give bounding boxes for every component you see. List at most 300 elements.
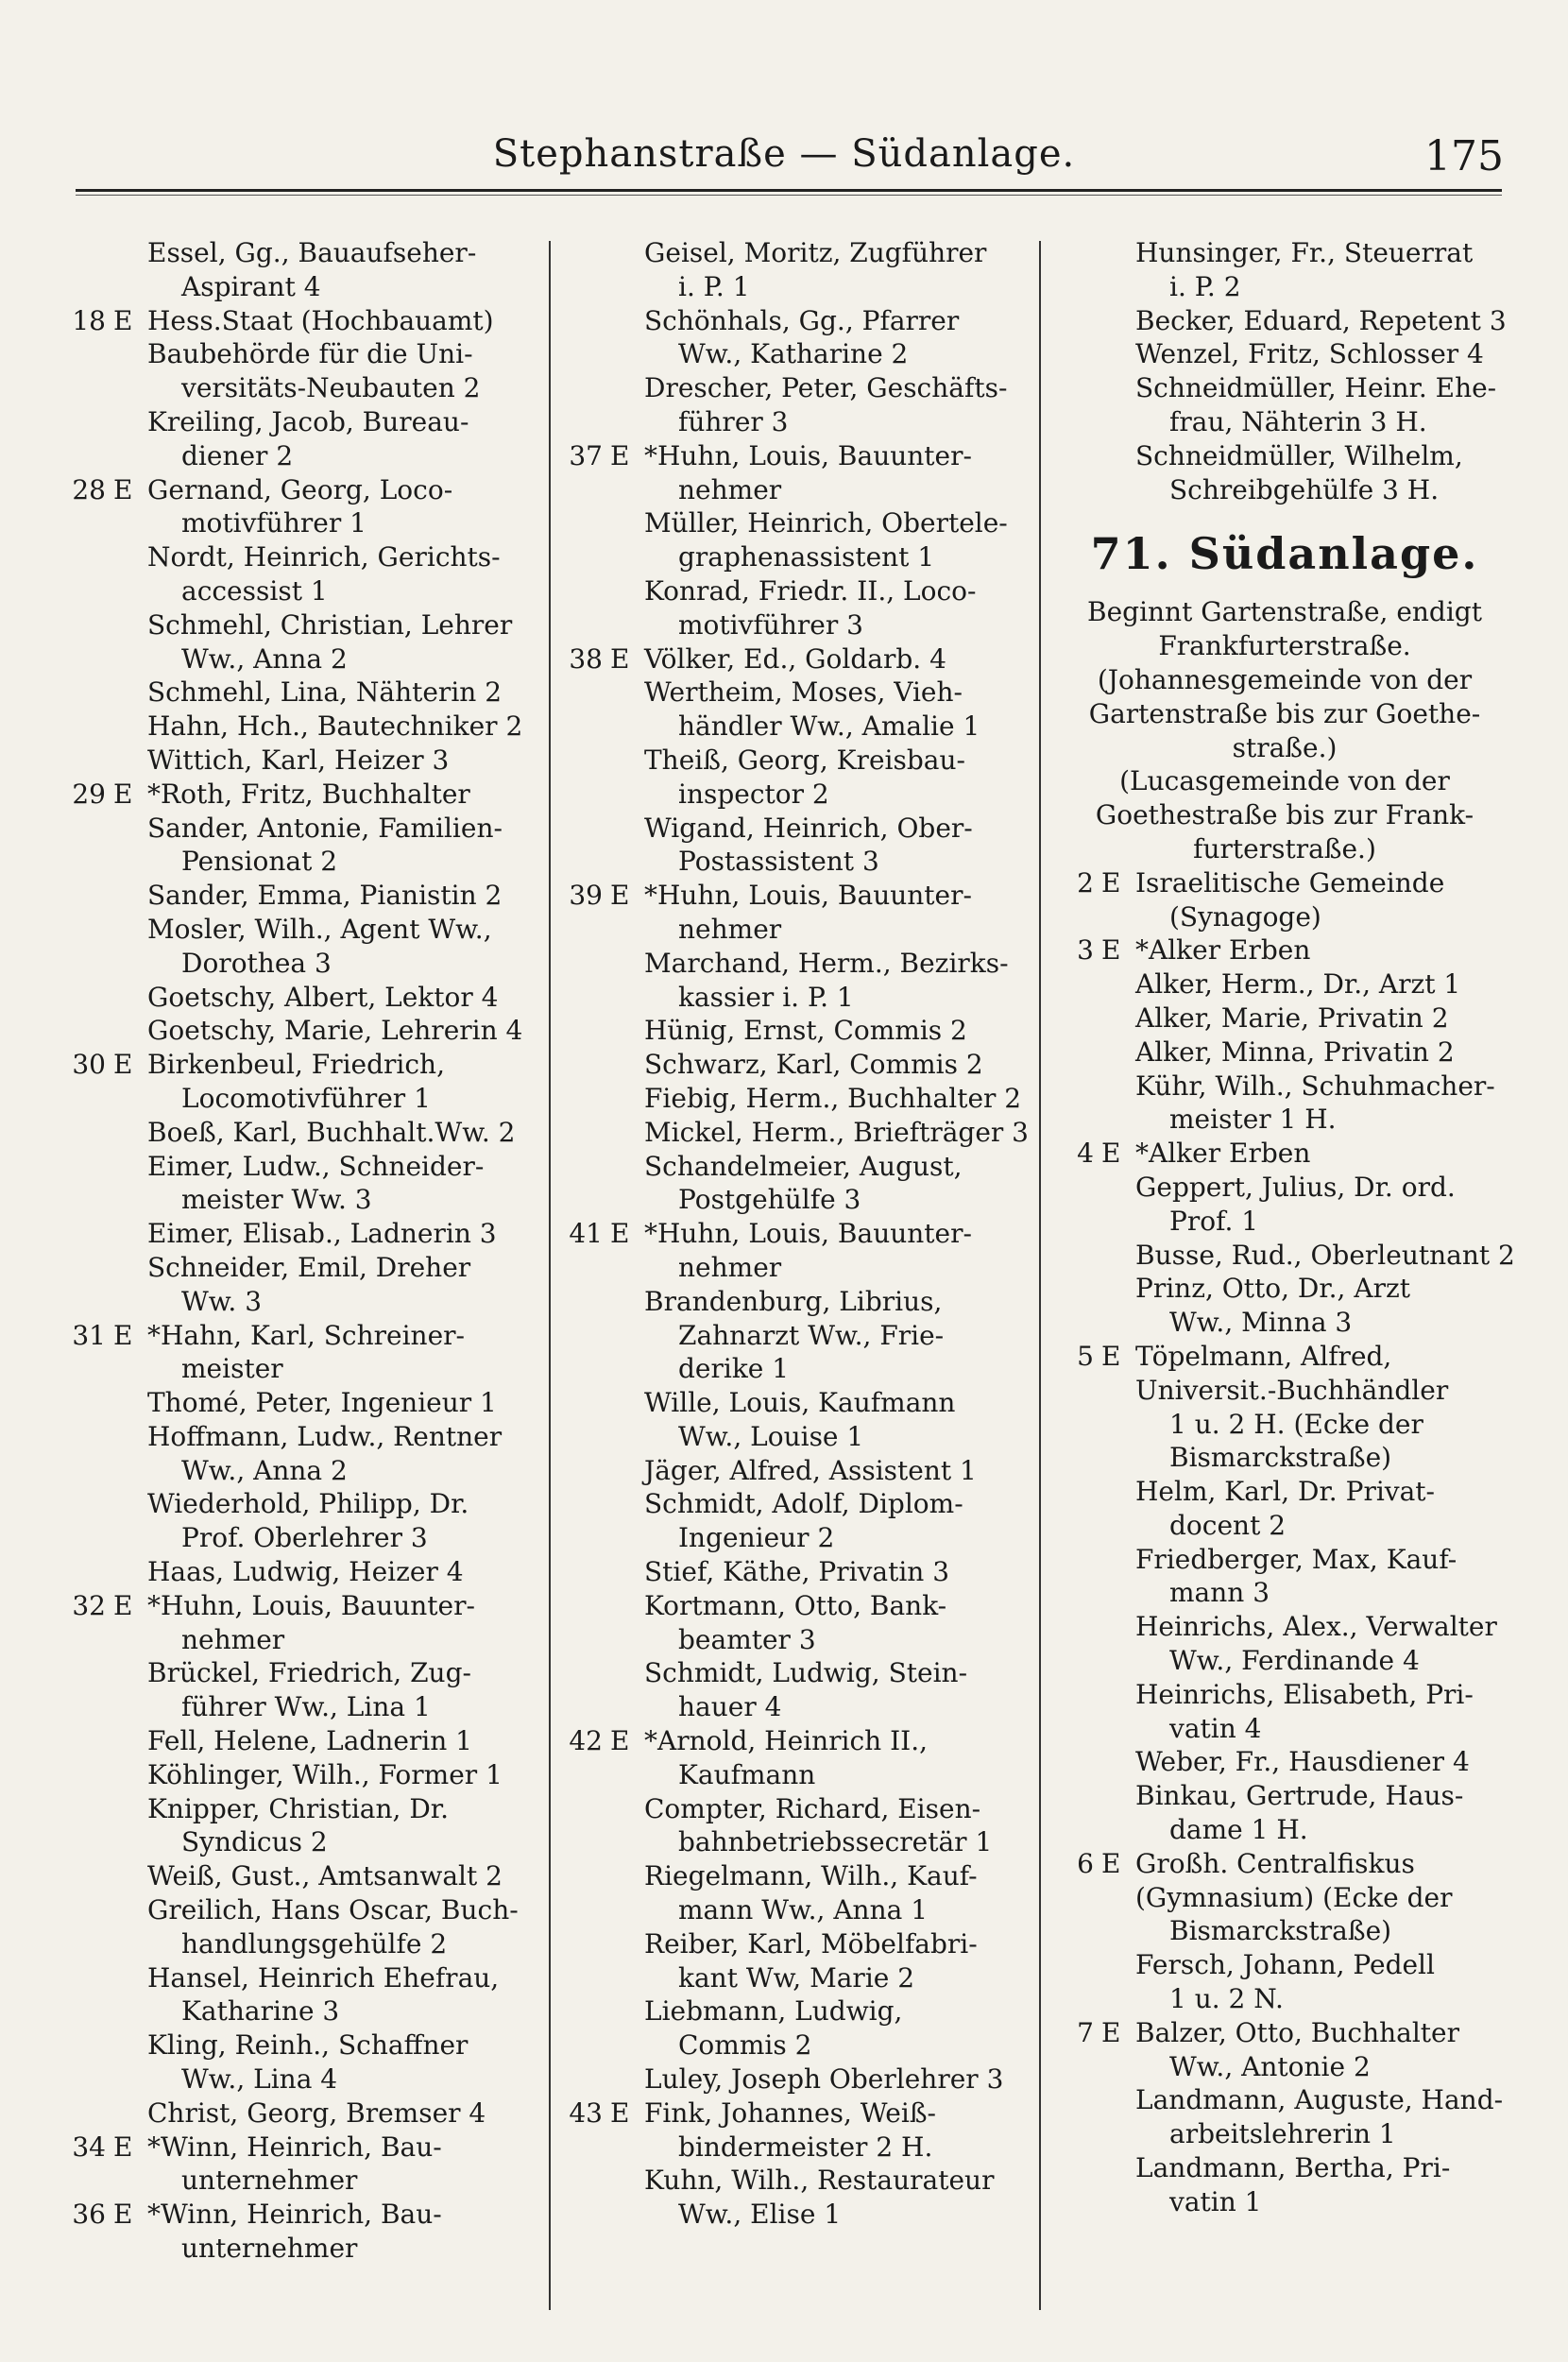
resident-entry — [57, 1454, 543, 1488]
resident-entry — [57, 1285, 543, 1319]
resident-entry — [557, 1961, 1034, 1995]
owner-mark: E — [610, 2097, 630, 2129]
resident-entry — [1048, 1070, 1521, 1104]
resident-entry — [57, 1555, 543, 1589]
entry-text: Busse, Rud., Oberleutnant 2 — [1135, 1239, 1515, 1271]
house-entry — [1048, 1847, 1521, 1881]
entry-text: Weber, Fr., Hausdiener 4 — [1135, 1746, 1470, 1778]
street-description-line: straße.) — [1232, 731, 1338, 763]
resident-entry — [557, 540, 1034, 574]
entry-text: Knipper, Christian, Dr. — [147, 1792, 449, 1824]
resident-entry — [557, 845, 1034, 879]
entry-text: Wenzel, Fritz, Schlosser 4 — [1135, 338, 1484, 370]
entry-text: Schmehl, Christian, Lehrer — [147, 608, 513, 641]
entry-text: Kuhn, Wilh., Restaurateur — [644, 2165, 995, 2197]
resident-entry — [57, 744, 543, 778]
entry-text: Weiß, Gust., Amtsanwalt 2 — [147, 1860, 503, 1892]
entry-text: derike 1 — [678, 1353, 790, 1385]
entry-text: Geppert, Julius, Dr. ord. — [1135, 1171, 1456, 1203]
entry-text: Baubehörde für die Uni- — [147, 338, 473, 370]
entry-text: nehmer — [678, 1251, 782, 1283]
resident-entry — [57, 236, 543, 270]
entry-text: Ww., Antonie 2 — [1169, 2050, 1371, 2082]
house-number: 32 — [72, 1589, 106, 1621]
house-entry — [557, 1217, 1034, 1251]
resident-entry — [557, 574, 1034, 608]
house-entry — [57, 1589, 543, 1623]
entry-text: i. P. 2 — [1169, 270, 1241, 302]
entry-text: arbeitslehrerin 1 — [1169, 2118, 1396, 2150]
entry-text: Ww., Katharine 2 — [678, 338, 909, 370]
resident-entry — [57, 1893, 543, 1927]
house-number: 7 — [1077, 2016, 1094, 2048]
entry-text: Landmann, Auguste, Hand- — [1135, 2084, 1504, 2116]
column-left — [57, 236, 543, 2315]
house-number: 31 — [72, 1319, 106, 1351]
street-description-line: (Johannesgemeinde von der — [1097, 663, 1473, 695]
entry-text: führer 3 — [678, 405, 789, 437]
resident-entry — [557, 473, 1034, 507]
entry-text: Theiß, Georg, Kreisbau- — [644, 744, 965, 776]
resident-entry — [1048, 1239, 1521, 1273]
house-entry — [557, 642, 1034, 676]
resident-entry — [57, 574, 543, 608]
owner-mark: E — [1101, 866, 1121, 899]
entry-text: Sander, Emma, Pianistin 2 — [147, 880, 503, 912]
resident-entry — [57, 642, 543, 676]
resident-entry — [1048, 1036, 1521, 1070]
owner-mark: E — [1101, 2016, 1121, 2048]
house-entry — [57, 473, 543, 507]
entry-text: vatin 4 — [1169, 1712, 1262, 1744]
resident-entry — [57, 1420, 543, 1454]
house-number: 5 — [1077, 1340, 1094, 1372]
entry-text: Reiber, Karl, Möbelfabri- — [644, 1927, 978, 1960]
entry-text: (Synagoge) — [1169, 900, 1321, 933]
resident-entry — [57, 506, 543, 540]
entry-text: Gernand, Georg, Loco- — [147, 473, 453, 505]
resident-entry — [1048, 1982, 1521, 2016]
resident-entry — [1048, 2050, 1521, 2084]
entry-text: Fiebig, Herm., Buchhalter 2 — [644, 1082, 1022, 1114]
entry-text: führer Ww., Lina 1 — [181, 1691, 431, 1723]
resident-entry — [557, 506, 1034, 540]
entry-text: Müller, Heinrich, Obertele- — [644, 507, 1008, 539]
resident-entry — [57, 2097, 543, 2131]
entry-text: Fell, Helene, Ladnerin 1 — [147, 1725, 472, 1757]
resident-entry — [557, 913, 1034, 947]
entry-text: Balzer, Otto, Buchhalter — [1135, 2016, 1459, 2048]
entry-text: Luley, Joseph Oberlehrer 3 — [644, 2063, 1004, 2096]
entry-text: *Winn, Heinrich, Bau- — [147, 2131, 442, 2163]
house-number: 37 — [569, 439, 603, 471]
owner-mark: E — [113, 304, 133, 336]
resident-entry — [557, 676, 1034, 710]
entry-text: Goetschy, Albert, Lektor 4 — [147, 981, 499, 1013]
entry-text: beamter 3 — [678, 1623, 816, 1655]
column-divider — [549, 241, 551, 2310]
entry-text: Greilich, Hans Oscar, Buch- — [147, 1894, 519, 1926]
resident-entry — [57, 540, 543, 574]
entry-text: Schönhals, Gg., Pfarrer — [644, 304, 960, 336]
resident-entry — [557, 812, 1034, 846]
entry-text: Ww., Elise 1 — [678, 2199, 842, 2231]
entry-text: Töpelmann, Alfred, — [1135, 1340, 1392, 1372]
house-number: 36 — [72, 2199, 106, 2231]
resident-entry — [1048, 1948, 1521, 1982]
house-entry — [557, 2097, 1034, 2131]
house-entry — [1048, 1137, 1521, 1171]
resident-entry — [557, 304, 1034, 338]
page-number: 175 — [1424, 132, 1504, 180]
resident-entry — [1048, 1678, 1521, 1712]
house-number: 34 — [72, 2131, 106, 2163]
entry-text: Fink, Johannes, Weiß- — [644, 2097, 936, 2129]
entry-text: accessist 1 — [181, 574, 328, 607]
entry-text: Drescher, Peter, Geschäfts- — [644, 372, 1008, 404]
resident-entry — [557, 2198, 1034, 2232]
entry-text: Bismarckstraße) — [1169, 1442, 1392, 1474]
owner-mark: E — [1101, 1138, 1121, 1170]
resident-entry — [557, 1454, 1034, 1488]
resident-entry — [1048, 1779, 1521, 1813]
running-header: Stephanstraße — Südanlage. — [492, 132, 1076, 176]
entry-text: Helm, Karl, Dr. Privat- — [1135, 1476, 1436, 1508]
entry-text: Boeß, Karl, Buchhalt.Ww. 2 — [147, 1116, 516, 1148]
owner-mark: E — [610, 1218, 630, 1250]
entry-text: Ww., Ferdinande 4 — [1169, 1645, 1420, 1677]
resident-entry — [557, 270, 1034, 304]
entry-text: Universit.-Buchhändler — [1135, 1374, 1449, 1406]
entry-text: Hoffmann, Ludw., Rentner — [147, 1420, 503, 1452]
entry-text: Konrad, Friedr. II., Loco- — [644, 574, 977, 607]
entry-text: Aspirant 4 — [181, 270, 321, 302]
house-number: 38 — [569, 642, 603, 675]
entry-text: motivführer 1 — [181, 507, 366, 539]
resident-entry — [557, 1555, 1034, 1589]
resident-entry — [1048, 1644, 1521, 1678]
entry-text: *Roth, Fritz, Buchhalter — [147, 778, 470, 810]
street-description-line: Beginnt Gartenstraße, endigt — [1087, 596, 1482, 628]
entry-text: Kreiling, Jacob, Bureau- — [147, 405, 469, 437]
resident-entry — [1048, 1374, 1521, 1408]
resident-entry — [57, 1386, 543, 1420]
resident-entry — [57, 1758, 543, 1792]
resident-entry — [1048, 2185, 1521, 2219]
resident-entry — [57, 1521, 543, 1555]
resident-entry — [57, 1961, 543, 1995]
resident-entry — [557, 405, 1034, 439]
entry-text: Riegelmann, Wilh., Kauf- — [644, 1860, 978, 1892]
entry-text: Heinrichs, Alex., Verwalter — [1135, 1611, 1497, 1643]
resident-entry — [557, 1082, 1034, 1116]
resident-entry — [57, 2232, 543, 2266]
entry-text: Haas, Ludwig, Heizer 4 — [147, 1556, 464, 1588]
house-number: 43 — [569, 2097, 603, 2129]
owner-mark: E — [113, 1049, 133, 1081]
entry-text: Christ, Georg, Bremser 4 — [147, 2097, 486, 2129]
owner-mark: E — [610, 880, 630, 912]
entry-text: Locomotivführer 1 — [181, 1082, 431, 1114]
entry-text: unternehmer — [181, 2165, 358, 2197]
owner-mark: E — [1101, 1340, 1121, 1372]
entry-text: Köhlinger, Wilh., Former 1 — [147, 1758, 503, 1790]
resident-entry — [557, 1927, 1034, 1961]
entry-text: Stief, Käthe, Privatin 3 — [644, 1556, 950, 1588]
entry-text: Hess.Staat (Hochbauamt) — [147, 304, 494, 336]
resident-entry — [57, 1217, 543, 1251]
resident-entry — [57, 1251, 543, 1285]
entry-text: *Alker Erben — [1135, 934, 1311, 967]
owner-mark: E — [610, 439, 630, 471]
entry-text: nehmer — [678, 913, 782, 945]
entry-text: Essel, Gg., Bauaufseher- — [147, 237, 477, 268]
street-heading: 71. Südanlage. — [1090, 528, 1479, 580]
resident-entry — [57, 1116, 543, 1150]
resident-entry — [1048, 1103, 1521, 1137]
resident-entry — [57, 1352, 543, 1386]
resident-entry — [1048, 1610, 1521, 1644]
resident-entry — [1048, 1543, 1521, 1577]
resident-entry — [57, 371, 543, 405]
resident-entry — [557, 1758, 1034, 1792]
resident-entry — [557, 2028, 1034, 2062]
entry-text: Völker, Ed., Goldarb. 4 — [644, 642, 946, 675]
entry-text: *Alker Erben — [1135, 1138, 1311, 1170]
resident-entry — [557, 1521, 1034, 1555]
house-entry — [557, 439, 1034, 473]
resident-entry — [557, 608, 1034, 642]
owner-mark: E — [113, 473, 133, 505]
resident-entry — [557, 1859, 1034, 1893]
entry-text: Nordt, Heinrich, Gerichts- — [147, 541, 501, 573]
entry-text: Postgehülfe 3 — [678, 1184, 861, 1216]
entry-text: Ingenieur 2 — [678, 1522, 835, 1554]
entry-text: Schneidmüller, Wilhelm, — [1135, 439, 1463, 471]
resident-entry — [57, 1014, 543, 1048]
entry-text: meister 1 H. — [1169, 1104, 1337, 1136]
resident-entry — [57, 2028, 543, 2062]
entry-text: Wittich, Karl, Heizer 3 — [147, 744, 450, 776]
house-number: 28 — [72, 473, 106, 505]
resident-entry — [57, 913, 543, 947]
entry-text: diener 2 — [181, 439, 294, 471]
resident-entry — [57, 1724, 543, 1758]
resident-entry — [557, 1994, 1034, 2028]
resident-entry — [57, 1082, 543, 1116]
resident-entry — [57, 812, 543, 846]
resident-entry — [1048, 439, 1521, 473]
resident-entry — [1048, 900, 1521, 934]
entry-text: Becker, Eduard, Repetent 3 — [1135, 304, 1507, 336]
resident-entry — [557, 1487, 1034, 1521]
entry-text: Goetschy, Marie, Lehrerin 4 — [147, 1015, 523, 1047]
entry-text: *Huhn, Louis, Bauunter- — [644, 439, 972, 471]
owner-mark: E — [610, 1725, 630, 1757]
entry-text: Alker, Herm., Dr., Arzt 1 — [1135, 968, 1461, 1001]
resident-entry — [557, 1251, 1034, 1285]
entry-text: Brückel, Friedrich, Zug- — [147, 1657, 471, 1689]
entry-text: Schneidmüller, Heinr. Ehe- — [1135, 372, 1497, 404]
entry-text: Kaufmann — [678, 1758, 816, 1790]
entry-text: *Hahn, Karl, Schreiner- — [147, 1319, 465, 1351]
entry-text: *Winn, Heinrich, Bau- — [147, 2199, 442, 2231]
house-entry — [57, 1319, 543, 1353]
resident-entry — [1048, 1914, 1521, 1948]
house-entry — [57, 778, 543, 812]
owner-mark: E — [113, 778, 133, 810]
resident-entry — [57, 1150, 543, 1184]
entry-text: Hünig, Ernst, Commis 2 — [644, 1015, 967, 1047]
resident-entry — [57, 1859, 543, 1893]
entry-text: Zahnarzt Ww., Frie- — [678, 1319, 945, 1351]
entry-text: unternehmer — [181, 2233, 358, 2265]
street-description-line: Goethestraße bis zur Frank- — [1095, 799, 1474, 831]
resident-entry — [1048, 270, 1521, 304]
house-entry — [57, 1048, 543, 1082]
resident-entry — [1048, 1813, 1521, 1847]
entry-text: Hunsinger, Fr., Steuerrat — [1135, 237, 1474, 268]
resident-entry — [57, 1825, 543, 1859]
resident-entry — [57, 1487, 543, 1521]
resident-entry — [1048, 1171, 1521, 1205]
entry-text: Schreibgehülfe 3 H. — [1169, 473, 1440, 505]
entry-text: Commis 2 — [678, 2029, 812, 2062]
entry-text: Schneider, Emil, Dreher — [147, 1251, 471, 1283]
house-number: 30 — [72, 1049, 106, 1081]
entry-text: i. P. 1 — [678, 270, 750, 302]
resident-entry — [557, 947, 1034, 981]
entry-text: Birkenbeul, Friedrich, — [147, 1049, 445, 1081]
owner-mark: E — [113, 1319, 133, 1351]
resident-entry — [557, 1150, 1034, 1184]
entry-text: Mickel, Herm., Briefträger 3 — [644, 1116, 1029, 1148]
resident-entry — [557, 1893, 1034, 1927]
house-entry — [1048, 2016, 1521, 2050]
resident-entry — [1048, 236, 1521, 270]
resident-entry — [557, 1792, 1034, 1826]
resident-entry — [1048, 371, 1521, 405]
entry-text: Prof. 1 — [1169, 1205, 1259, 1237]
street-description-line: (Lucasgemeinde von der — [1119, 765, 1450, 797]
entry-text: Hansel, Heinrich Ehefrau, — [147, 1961, 500, 1994]
house-entry — [1048, 933, 1521, 967]
entry-text: mann 3 — [1169, 1577, 1270, 1609]
header-rule — [76, 189, 1502, 196]
resident-entry — [57, 337, 543, 371]
entry-text: Hahn, Hch., Bautechniker 2 — [147, 710, 523, 743]
entry-text: motivführer 3 — [678, 608, 863, 641]
entry-text: Syndicus 2 — [181, 1826, 328, 1858]
resident-entry — [557, 1319, 1034, 1353]
resident-entry — [557, 236, 1034, 270]
resident-entry — [557, 1386, 1034, 1420]
resident-entry — [57, 981, 543, 1015]
entry-text: versitäts-Neubauten 2 — [181, 372, 481, 404]
resident-entry — [1048, 1475, 1521, 1509]
house-number: 42 — [569, 1725, 603, 1757]
owner-mark: E — [113, 2131, 133, 2163]
entry-text: Jäger, Alfred, Assistent 1 — [644, 1454, 977, 1486]
resident-entry — [557, 1116, 1034, 1150]
house-number: 29 — [72, 778, 106, 810]
resident-entry — [557, 337, 1034, 371]
entry-text: mann Ww., Anna 1 — [678, 1894, 929, 1926]
entry-text: Schmidt, Ludwig, Stein- — [644, 1657, 968, 1689]
entry-text: Kühr, Wilh., Schuhmacher- — [1135, 1070, 1495, 1102]
entry-text: Kling, Reinh., Schaffner — [147, 2029, 469, 2062]
entry-text: Schmidt, Adolf, Diplom- — [644, 1488, 963, 1520]
entry-text: Eimer, Elisab., Ladnerin 3 — [147, 1218, 497, 1250]
owner-mark: E — [1101, 934, 1121, 967]
entry-text: Ww. 3 — [181, 1285, 263, 1317]
owner-mark: E — [1101, 1847, 1121, 1879]
resident-entry — [57, 439, 543, 473]
entry-text: graphenassistent 1 — [678, 541, 935, 573]
resident-entry — [1048, 2151, 1521, 2185]
entry-text: Dorothea 3 — [181, 947, 332, 979]
entry-text: Ww., Lina 4 — [181, 2063, 338, 2096]
resident-entry — [557, 2131, 1034, 2165]
entry-text: Ww., Louise 1 — [678, 1420, 864, 1452]
entry-text: Brandenburg, Librius, — [644, 1285, 943, 1317]
entry-text: Prof. Oberlehrer 3 — [181, 1522, 428, 1554]
resident-entry — [1048, 1205, 1521, 1239]
house-entry — [557, 1724, 1034, 1758]
house-number: 41 — [569, 1218, 603, 1250]
resident-entry — [557, 1352, 1034, 1386]
entry-text: dame 1 H. — [1169, 1814, 1308, 1846]
entry-text: Katharine 3 — [181, 1995, 340, 2028]
entry-text: *Arnold, Heinrich II., — [644, 1725, 929, 1757]
entry-text: kant Ww, Marie 2 — [678, 1961, 915, 1994]
resident-entry — [57, 879, 543, 913]
entry-text: frau, Nähterin 3 H. — [1169, 405, 1427, 437]
entry-text: docent 2 — [1169, 1509, 1287, 1541]
resident-entry — [557, 1183, 1034, 1217]
entry-text: 1 u. 2 H. (Ecke der — [1169, 1408, 1423, 1440]
resident-entry — [557, 1690, 1034, 1724]
entry-text: meister Ww. 3 — [181, 1184, 372, 1216]
entry-text: händler Ww., Amalie 1 — [678, 710, 980, 743]
entry-text: inspector 2 — [678, 778, 829, 810]
resident-entry — [57, 710, 543, 744]
entry-text: Alker, Marie, Privatin 2 — [1135, 1001, 1449, 1034]
resident-entry — [557, 1420, 1034, 1454]
resident-entry — [1048, 473, 1521, 507]
entry-text: vatin 1 — [1169, 2185, 1262, 2217]
resident-entry — [1048, 1272, 1521, 1306]
entry-text: Pensionat 2 — [181, 846, 338, 878]
entry-text: handlungsgehülfe 2 — [181, 1927, 448, 1960]
resident-entry — [557, 2062, 1034, 2097]
entry-text: Compter, Richard, Eisen- — [644, 1792, 981, 1824]
entry-text: bahnbetriebssecretär 1 — [678, 1826, 993, 1858]
entry-text: Sander, Antonie, Familien- — [147, 812, 503, 844]
entry-text: Friedberger, Max, Kauf- — [1135, 1543, 1457, 1575]
resident-entry — [1048, 967, 1521, 1001]
entry-text: Ww., Minna 3 — [1169, 1307, 1353, 1339]
resident-entry — [57, 2062, 543, 2097]
resident-entry — [557, 371, 1034, 405]
resident-entry — [57, 947, 543, 981]
entry-text: nehmer — [181, 1623, 285, 1655]
resident-entry — [1048, 2083, 1521, 2117]
entry-text: Wertheim, Moses, Vieh- — [644, 676, 963, 709]
resident-entry — [557, 1825, 1034, 1859]
house-entry — [1048, 1340, 1521, 1374]
resident-entry — [1048, 304, 1521, 338]
